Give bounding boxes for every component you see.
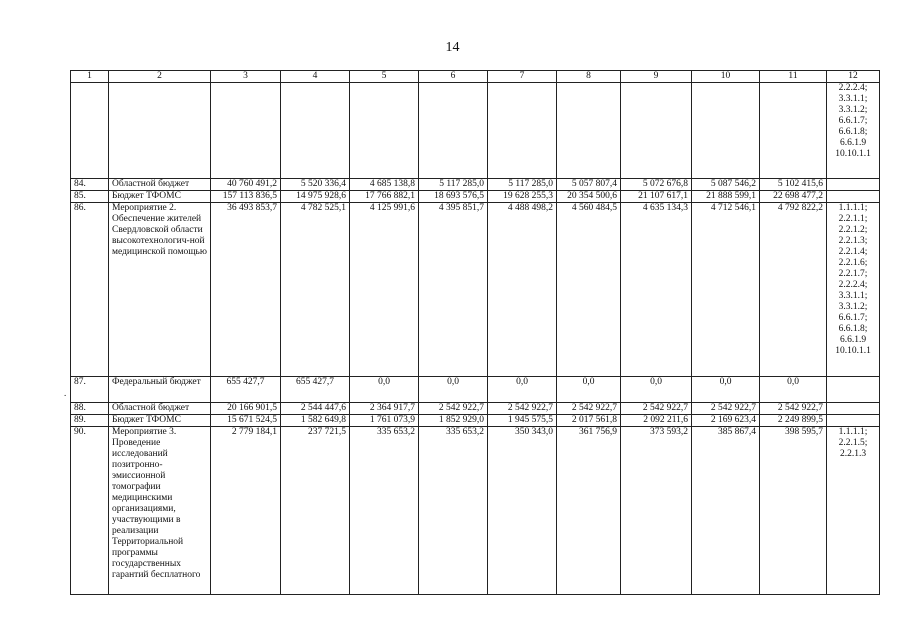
column-header-1: 1 [71,71,109,83]
ref-code: 10.10.1.1 [835,149,871,159]
value-cell-col4: 237 721,5 [281,427,350,595]
value-cell-col8: 2 542 922,7 [557,403,621,415]
row-number: 86. [71,203,109,377]
row-number: 85. [71,191,109,203]
value-cell-col11: 2 249 899,5 [760,415,827,427]
value-cell-col4: 14 975 928,6 [281,191,350,203]
value-cell-col10: 2 542 922,7 [692,403,760,415]
column-header-6: 6 [419,71,488,83]
value-cell-col9: 21 107 617,1 [621,191,692,203]
value-cell-col4: 4 782 525,1 [281,203,350,377]
column-header-9: 9 [621,71,692,83]
value-cell-col5 [350,83,419,179]
value-cell-col11 [760,83,827,179]
row-refs [827,179,880,191]
value-cell-col4: 655 427,7 [281,377,350,403]
ref-code: 3.3.1.2; [838,302,868,312]
value-cell-col5: 1 761 073,9 [350,415,419,427]
value-cell-col7: 1 945 575,5 [488,415,557,427]
ref-code: 1.1.1.1; [838,427,868,437]
row-name: Федеральный бюджет [109,377,211,403]
ref-code: 3.3.1.1; [838,291,868,301]
value-cell-col9: 2 092 211,6 [621,415,692,427]
table-row [71,83,880,179]
value-cell-col3: 655 427,7 [211,377,281,403]
value-cell-col11: 0,0 [760,377,827,403]
value-cell-col3: 40 760 491,2 [211,179,281,191]
value-cell-col5: 4 125 991,6 [350,203,419,377]
row-name: Областной бюджет [109,403,211,415]
value-cell-col8: 20 354 500,6 [557,191,621,203]
row-name: Мероприятие 2. Обеспечение жителей Свердловской области высокотехнологич-ной медицинской помощью [109,203,211,377]
ref-code: 2.2.1.3; [838,236,868,246]
value-cell-col6: 1 852 929,0 [419,415,488,427]
ref-code: 3.3.1.2; [838,105,868,115]
budget-table [70,70,880,595]
value-cell-col3 [211,83,281,179]
value-cell-col7: 2 542 922,7 [488,403,557,415]
column-header-4: 4 [281,71,350,83]
value-cell-col6: 0,0 [419,377,488,403]
value-cell-col3: 36 493 853,7 [211,203,281,377]
column-header-7: 7 [488,71,557,83]
ref-code: 2.2.1.1; [838,214,868,224]
value-cell-col3: 20 166 901,5 [211,403,281,415]
value-cell-col4 [281,83,350,179]
value-cell-col8: 4 560 484,5 [557,203,621,377]
row-refs [827,377,880,403]
row-number: 90. [71,427,109,595]
row-number: 89. [71,415,109,427]
value-cell-col10: 4 712 546,1 [692,203,760,377]
ref-code: 6.6.1.8; [838,324,868,334]
ref-code: 6.6.1.7; [838,313,868,323]
value-cell-col9: 0,0 [621,377,692,403]
ref-code: 1.1.1.1; [838,203,868,213]
value-cell-col5: 17 766 882,1 [350,191,419,203]
value-cell-col3: 15 671 524,5 [211,415,281,427]
value-cell-col8: 5 057 807,4 [557,179,621,191]
ref-code: 2.2.2.4; [838,280,868,290]
row-name: Бюджет ТФОМС [109,415,211,427]
table-row [71,377,880,403]
ref-code: 3.3.1.1; [838,94,868,104]
column-header-5: 5 [350,71,419,83]
value-cell-col9: 4 635 134,3 [621,203,692,377]
table-header-row [71,71,880,83]
value-cell-col6: 2 542 922,7 [419,403,488,415]
ref-code: 2.2.2.4; [838,83,868,93]
page-number: 14 [445,40,460,55]
ref-code: 2.2.1.6; [838,258,868,268]
value-cell-col11: 398 595,7 [760,427,827,595]
value-cell-col8 [557,83,621,179]
value-cell-col7: 350 343,0 [488,427,557,595]
table-row [71,403,880,415]
ref-code: 6.6.1.9 [839,138,867,148]
row-number: 88. [71,403,109,415]
value-cell-col9 [621,83,692,179]
value-cell-col9: 5 072 676,8 [621,179,692,191]
value-cell-col4: 2 544 447,6 [281,403,350,415]
value-cell-col6: 5 117 285,0 [419,179,488,191]
ref-code: 2.2.1.4; [838,247,868,257]
value-cell-col8: 361 756,9 [557,427,621,595]
row-number: 84. [71,179,109,191]
value-cell-col5: 335 653,2 [350,427,419,595]
value-cell-col6 [419,83,488,179]
ref-code: 2.2.1.5; [838,438,868,448]
row-name [109,83,211,179]
row-name: Областной бюджет [109,179,211,191]
table-row [71,415,880,427]
value-cell-col7: 19 628 255,3 [488,191,557,203]
row-refs [827,191,880,203]
row-refs [827,403,880,415]
row-refs [827,415,880,427]
value-cell-col10: 0,0 [692,377,760,403]
value-cell-col5: 4 685 138,8 [350,179,419,191]
table-row [71,191,880,203]
value-cell-col4: 5 520 336,4 [281,179,350,191]
row-number: 87. [71,377,109,403]
ref-code: 2.2.1.7; [838,269,868,279]
value-cell-col10: 2 169 623,4 [692,415,760,427]
value-cell-col7: 5 117 285,0 [488,179,557,191]
table-row [71,427,880,595]
value-cell-col8: 0,0 [557,377,621,403]
value-cell-col10 [692,83,760,179]
ref-code: 10.10.1.1 [835,346,871,356]
value-cell-col10: 385 867,4 [692,427,760,595]
value-cell-col8: 2 017 561,8 [557,415,621,427]
value-cell-col7: 0,0 [488,377,557,403]
row-name: Мероприятие 3. Проведение исследований позитронно-эмиссионной томографии медицинскими организациями, участвующими в реализации Территориальной программы государственных гарантий бесплатного [109,427,211,595]
column-header-8: 8 [557,71,621,83]
value-cell-col6: 18 693 576,5 [419,191,488,203]
value-cell-col11: 5 102 415,6 [760,179,827,191]
row-refs [827,83,880,179]
value-cell-col10: 5 087 546,2 [692,179,760,191]
row-refs [827,427,880,595]
column-header-10: 10 [692,71,760,83]
value-cell-col7 [488,83,557,179]
ref-code: 6.6.1.8; [838,127,868,137]
column-header-2: 2 [109,71,211,83]
value-cell-col4: 1 582 649,8 [281,415,350,427]
value-cell-col10: 21 888 599,1 [692,191,760,203]
value-cell-col6: 335 653,2 [419,427,488,595]
value-cell-col3: 157 113 836,5 [211,191,281,203]
column-header-3: 3 [211,71,281,83]
row-number [71,83,109,179]
row-refs [827,203,880,377]
value-cell-col3: 2 779 184,1 [211,427,281,595]
value-cell-col11: 2 542 922,7 [760,403,827,415]
value-cell-col9: 373 593,2 [621,427,692,595]
ref-code: 2.2.1.3 [839,449,867,459]
value-cell-col9: 2 542 922,7 [621,403,692,415]
ref-code: 6.6.1.9 [839,335,867,345]
value-cell-col5: 2 364 917,7 [350,403,419,415]
table-row [71,203,880,377]
column-header-11: 11 [760,71,827,83]
value-cell-col11: 22 698 477,2 [760,191,827,203]
table-row [71,179,880,191]
ref-code: 6.6.1.7; [838,116,868,126]
ref-code: 2.2.1.2; [838,225,868,235]
value-cell-col6: 4 395 851,7 [419,203,488,377]
value-cell-col7: 4 488 498,2 [488,203,557,377]
column-header-12: 12 [827,71,880,83]
margin-mark: . [64,388,67,398]
row-name: Бюджет ТФОМС [109,191,211,203]
value-cell-col5: 0,0 [350,377,419,403]
value-cell-col11: 4 792 822,2 [760,203,827,377]
